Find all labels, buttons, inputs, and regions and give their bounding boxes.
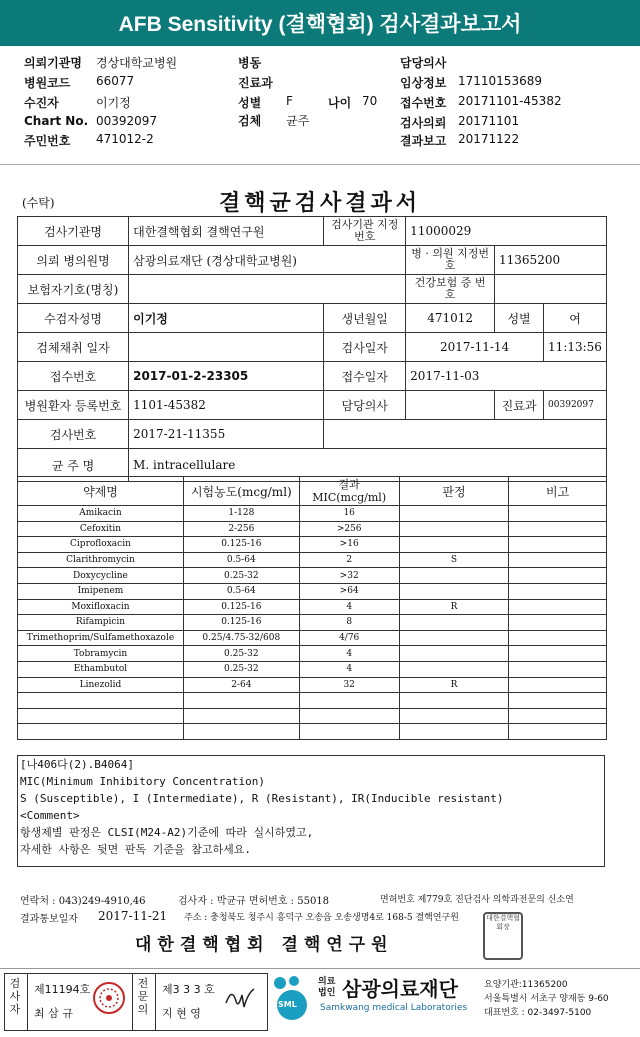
inspector-name: 최 삼 규 <box>34 1007 73 1020</box>
info-label: 의뢰 병의원명 <box>18 246 129 275</box>
cell-range: 0.5-64 <box>183 583 299 599</box>
cell-drug: Linezolid <box>18 677 184 693</box>
info-label: 접수번호 <box>18 362 129 391</box>
header-value: 20171101 <box>458 114 520 128</box>
cell-drug: Trimethoprim/Sulfamethoxazole <box>18 630 184 646</box>
info-value: M. intracellulare <box>129 449 607 482</box>
table-row <box>18 724 607 740</box>
cell-interp <box>399 661 509 677</box>
lab-address: 서울특별시 서초구 양재동 9-60 <box>484 994 609 1004</box>
header-value: F <box>286 94 293 108</box>
table-row <box>18 583 607 599</box>
header-value: 이기정 <box>96 96 131 110</box>
note-line: 자세한 사항은 뒷면 판독 기준을 참고하세요. <box>20 843 252 856</box>
table-row <box>18 661 607 677</box>
header-label: 의뢰기관명 <box>24 56 82 70</box>
cell-interp <box>399 630 509 646</box>
info-value <box>129 275 406 304</box>
logo-prefix: 의료법인 <box>318 977 336 998</box>
cell-mic <box>299 708 399 724</box>
cell-drug: Imipenem <box>18 583 184 599</box>
note-line: MIC(Minimum Inhibitory Concentration) <box>20 775 266 788</box>
cell-mic: 32 <box>299 677 399 693</box>
header-label: 성별 <box>238 96 262 110</box>
info-value <box>406 391 495 420</box>
cell-note <box>509 677 607 693</box>
info-row <box>18 362 607 391</box>
cell-interp <box>399 708 509 724</box>
cell-note <box>509 506 607 522</box>
results-table <box>17 476 607 740</box>
cell-drug: Ciprofloxacin <box>18 537 184 553</box>
cell-drug: Rifampicin <box>18 615 184 631</box>
cell-mic: >256 <box>299 521 399 537</box>
cell-range: 0.125-16 <box>183 537 299 553</box>
document-title: 결핵균검사결과서 <box>218 190 422 216</box>
cell-interp: R <box>399 677 509 693</box>
results-header-row <box>18 477 607 506</box>
col-header-drug: 약제명 <box>18 477 184 506</box>
info-label: 검사기관명 <box>18 217 129 246</box>
cell-interp <box>399 693 509 709</box>
specialist-license: 제3 3 3 호 <box>162 983 215 996</box>
info-value <box>495 275 607 304</box>
cell-mic: >16 <box>299 537 399 553</box>
col-header-range: 시험농도(mcg/ml) <box>183 477 299 506</box>
cell-range: 0.25-32 <box>183 568 299 584</box>
note-line: [나406다(2).B4064] <box>20 758 134 771</box>
header-value: 70 <box>362 94 378 108</box>
org-name: 대한결핵협회 결핵연구원 <box>135 935 394 955</box>
info-value: 11:13:56 <box>544 333 607 362</box>
footer-report-date-label: 결과통보일자 <box>20 914 78 925</box>
header-label: 검사의뢰 <box>400 116 447 130</box>
cell-drug: Doxycycline <box>18 568 184 584</box>
info-value: 471012 <box>406 304 495 333</box>
info-value <box>129 333 324 362</box>
cell-range: 2-256 <box>183 521 299 537</box>
table-row <box>18 677 607 693</box>
info-label: 성별 <box>495 304 544 333</box>
cell-mic: 4 <box>299 646 399 662</box>
header-label: 담당의사 <box>400 56 447 70</box>
cell-range <box>183 708 299 724</box>
info-row <box>18 275 607 304</box>
info-value: 대한결핵협회 결핵연구원 <box>129 217 324 246</box>
cell-range: 0.125-16 <box>183 599 299 615</box>
cell-range: 0.25-32 <box>183 661 299 677</box>
info-label: 검체채취 일자 <box>18 333 129 362</box>
inspector-seal-icon <box>92 981 126 1015</box>
cell-mic: 4 <box>299 599 399 615</box>
inspector-label: 검사자 <box>9 977 21 1016</box>
note-line: <Comment> <box>20 809 80 822</box>
header-value: 20171122 <box>458 132 520 146</box>
table-row <box>18 521 607 537</box>
info-label: 건강보험 증 번 호 <box>406 275 495 304</box>
cell-interp <box>399 521 509 537</box>
cell-interp <box>399 506 509 522</box>
logo-small-text: SML <box>278 1000 297 1009</box>
footer-report-date: 2017-11-21 <box>98 909 168 923</box>
header-value: 20171101-45382 <box>458 94 562 108</box>
info-label: 진료과 <box>495 391 544 420</box>
note-line: S (Susceptible), I (Intermediate), R (Resistant), IR(Inducible resistant) <box>20 792 504 805</box>
cell-mic <box>299 693 399 709</box>
info-value: 이기정 <box>129 304 324 333</box>
footer-tester: 검사자 : 박균규 면허번호 : 55018 <box>178 896 330 907</box>
cell-range <box>183 724 299 740</box>
table-row <box>18 599 607 615</box>
info-label: 보험자기호(명칭) <box>18 275 129 304</box>
table-row <box>18 506 607 522</box>
info-value: 삼광의료재단 (경상대학교병원) <box>129 246 406 275</box>
cell-mic: 2 <box>299 552 399 568</box>
cell-drug <box>18 708 184 724</box>
info-value: 2017-11-03 <box>406 362 607 391</box>
cell-range: 0.5-64 <box>183 552 299 568</box>
header-label: 병원코드 <box>24 76 71 90</box>
info-label: 병 · 의원 지정번호 <box>406 246 495 275</box>
cell-drug: Cefoxitin <box>18 521 184 537</box>
cell-note <box>509 724 607 740</box>
specialist-signature-icon <box>222 983 258 1013</box>
info-label: 병원환자 등록번호 <box>18 391 129 420</box>
cell-range: 0.125-16 <box>183 615 299 631</box>
inspector-license: 제11194호 <box>34 983 91 996</box>
table-row <box>18 646 607 662</box>
header-label: 결과보고 <box>400 134 447 148</box>
info-value: 2017-01-2-23305 <box>129 362 324 391</box>
cell-mic: >64 <box>299 583 399 599</box>
header-label: 병동 <box>238 56 262 70</box>
table-row <box>18 537 607 553</box>
info-value: 00392097 <box>544 391 607 420</box>
header-label: 임상정보 <box>400 76 447 90</box>
info-value: 11000029 <box>406 217 607 246</box>
header-value: 66077 <box>96 74 135 88</box>
report-title-bar <box>0 0 640 46</box>
sml-logo-icon <box>270 973 316 1023</box>
cell-mic: 4 <box>299 661 399 677</box>
cell-interp <box>399 568 509 584</box>
footer-contact: 연락처 : 043)249-4910,46 <box>20 896 146 907</box>
info-row <box>18 391 607 420</box>
cell-note <box>509 599 607 615</box>
table-row <box>18 552 607 568</box>
header-label: 검체 <box>238 114 262 128</box>
patient-header <box>0 52 640 160</box>
cell-mic: 8 <box>299 615 399 631</box>
table-row <box>18 630 607 646</box>
cell-drug <box>18 724 184 740</box>
info-table <box>17 216 607 482</box>
note-line: 항생제별 판정은 CLSI(M24-A2)기준에 따라 실시하였고, <box>20 826 314 839</box>
info-blank <box>324 420 607 449</box>
info-label: 접수일자 <box>324 362 406 391</box>
cell-interp <box>399 583 509 599</box>
header-value: 00392097 <box>96 114 158 128</box>
header-value: 경상대학교병원 <box>96 56 178 70</box>
scanned-report <box>0 170 640 968</box>
cell-drug: Amikacin <box>18 506 184 522</box>
info-value: 2017-21-11355 <box>129 420 324 449</box>
cell-note <box>509 537 607 553</box>
specialist-label: 전문의 <box>137 977 149 1016</box>
header-label: 나이 <box>328 96 352 110</box>
specialist-name: 지 현 영 <box>162 1007 201 1020</box>
cell-drug: Moxifloxacin <box>18 599 184 615</box>
cell-interp <box>399 646 509 662</box>
info-row <box>18 304 607 333</box>
notes-box <box>17 755 605 867</box>
info-row <box>18 420 607 449</box>
logo-name: 삼광의료재단 <box>342 979 458 1001</box>
info-value: 11365200 <box>495 246 607 275</box>
col-header-interp: 판정 <box>399 477 509 506</box>
cell-note <box>509 615 607 631</box>
cell-range: 0.25-32 <box>183 646 299 662</box>
cell-range: 2-64 <box>183 677 299 693</box>
cell-mic: 16 <box>299 506 399 522</box>
col-header-note: 비고 <box>509 477 607 506</box>
cell-note <box>509 646 607 662</box>
signature-bar <box>0 968 640 1037</box>
cell-mic: 4/76 <box>299 630 399 646</box>
consignment-tag: (수탁) <box>22 196 55 210</box>
info-label: 검사일자 <box>324 333 406 362</box>
cell-drug: Ethambutol <box>18 661 184 677</box>
cell-interp <box>399 724 509 740</box>
info-label: 균 주 명 <box>18 449 129 482</box>
footer-address: 주소 : 충청북도 청주시 흥덕구 오송읍 오송생명4로 168-5 결핵연구원 <box>184 913 459 923</box>
cell-note <box>509 708 607 724</box>
cell-drug <box>18 693 184 709</box>
seal-stamp: 대한결핵협회장 <box>483 912 523 960</box>
cell-note <box>509 552 607 568</box>
cell-interp: S <box>399 552 509 568</box>
info-value: 여 <box>544 304 607 333</box>
header-divider <box>0 164 640 165</box>
info-row <box>18 217 607 246</box>
info-label: 담당의사 <box>324 391 406 420</box>
table-row <box>18 693 607 709</box>
cell-drug: Tobramycin <box>18 646 184 662</box>
logo-english: Samkwang medical Laboratories <box>320 1003 468 1013</box>
table-row <box>18 568 607 584</box>
lab-phone: 대표번호 : 02-3497-5100 <box>484 1008 592 1018</box>
info-value: 2017-11-14 <box>406 333 544 362</box>
cell-range <box>183 693 299 709</box>
cell-note <box>509 661 607 677</box>
cell-mic: >32 <box>299 568 399 584</box>
cell-interp <box>399 537 509 553</box>
cell-interp: R <box>399 599 509 615</box>
cell-range: 1-128 <box>183 506 299 522</box>
col-header-mic: 결과 MIC(mcg/ml) <box>299 477 399 506</box>
cell-range: 0.25/4.75-32/608 <box>183 630 299 646</box>
header-label: 주민번호 <box>24 134 71 148</box>
header-value: 471012-2 <box>96 132 154 146</box>
header-label: Chart No. <box>24 114 89 128</box>
info-label: 생년월일 <box>324 304 406 333</box>
header-label: 접수번호 <box>400 96 447 110</box>
cell-note <box>509 583 607 599</box>
cell-drug: Clarithromycin <box>18 552 184 568</box>
cell-note <box>509 630 607 646</box>
footer-specialist: 면허번호 제779호 진단검사 의학과전문의 신소연 <box>380 895 574 905</box>
table-row <box>18 708 607 724</box>
info-label: 검사번호 <box>18 420 129 449</box>
info-label: 수검자성명 <box>18 304 129 333</box>
cell-note <box>509 521 607 537</box>
report-title: AFB Sensitivity (결핵협회) 검사결과보고서 <box>118 13 522 36</box>
header-value: 17110153689 <box>458 74 542 88</box>
info-row <box>18 333 607 362</box>
cell-mic <box>299 724 399 740</box>
info-value: 1101-45382 <box>129 391 324 420</box>
header-label: 수진자 <box>24 96 59 110</box>
cell-interp <box>399 615 509 631</box>
info-row <box>18 246 607 275</box>
header-label: 진료과 <box>238 76 273 90</box>
info-label: 검사기관 지정번호 <box>324 217 406 246</box>
cell-note <box>509 568 607 584</box>
table-row <box>18 615 607 631</box>
institution-code: 요양기관:11365200 <box>484 980 568 990</box>
header-value: 균주 <box>286 114 310 128</box>
cell-note <box>509 693 607 709</box>
